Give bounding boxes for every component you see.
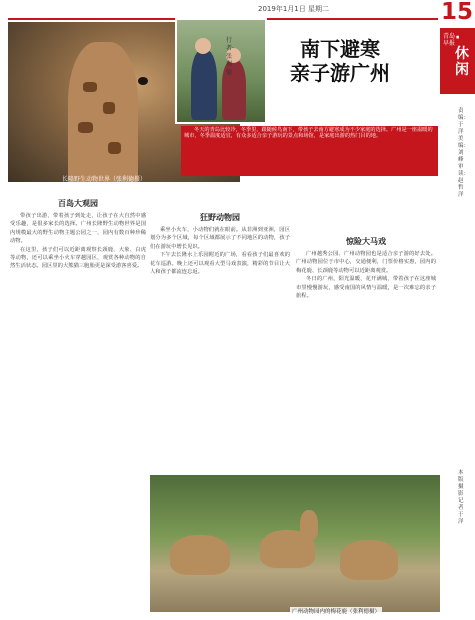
byline: 行者·张利德: [226, 37, 234, 76]
headline-line-1: 南下避寒: [300, 37, 380, 61]
article-column-3: [296, 250, 436, 470]
section-masthead: 青岛早报: [443, 33, 456, 47]
giraffe-spot: [108, 142, 121, 154]
deer-photo: [150, 475, 440, 612]
paragraph: 下午去长隆水上乐园附近的广场，看看孩子们最喜欢的花车巡游。晚上还可以观看大型马戏表演，精彩的节目让大人和孩子都流连忘返。: [150, 252, 290, 276]
giraffe-spot: [83, 82, 97, 92]
giraffe-caption: 长隆野生动物世界（张利德摄）: [62, 176, 147, 183]
person-head: [195, 38, 211, 54]
deer-figure: [170, 535, 230, 575]
giraffe-spot: [103, 102, 115, 114]
person-figure: [191, 50, 217, 120]
paragraph: 带孩子出游，带着孩子到处走，让孩子在大自然中感受乐趣，是很多家长的选择。广州长隆野生动物世界是国内规模最大的野生动物主题公园之一，园内有数百种珍稀动物。: [10, 213, 146, 245]
paragraph: 广州越秀公园、广州动物园也是适合亲子游的好去处。广州动物园位于市中心，交通便利，门票价格实惠，园内的梅花鹿、长颈鹿等动物可以近距离观赏。: [296, 251, 436, 274]
giraffe-spot: [78, 122, 93, 133]
section-heading-3: 惊险大马戏: [346, 236, 386, 246]
paragraph: 乘坐小火车，小动物们就在眼前。从非洲到亚洲，园区划分为多个区域，每个区域都展示了不同地区的动物，孩子们在游玩中增长见识。: [150, 227, 290, 250]
section-title: ·休闲: [455, 30, 469, 78]
headline-line-2: 亲子游广州: [290, 61, 390, 85]
issue-date: 2019年1月1日 星期二: [258, 5, 329, 13]
article-column-2-top: [150, 182, 290, 202]
article-column-1: [10, 212, 146, 612]
deer-figure: [340, 540, 398, 580]
giraffe-eye: [138, 77, 148, 85]
editor-credit: 责编：于洋 美编：刘峰 审读：赵哲洋: [458, 108, 470, 198]
deer-caption: 广州动物园内的梅花鹿（张利德摄）: [292, 609, 381, 615]
family-photo: [175, 18, 267, 124]
section-heading-2: 狂野动物园: [200, 212, 240, 222]
lead-paragraph: 冬天的青岛比较冷，冬季里，跟随候鸟南下，带孩子去南方避寒成为不少家庭的选择。广州是一座温暖的城市，冬季温度适宜，有众多适合亲子游玩的景点和场馆，是家庭出游的热门目的地。: [181, 126, 438, 176]
paragraph: 冬日的广州，阳光温暖，花开满城，带着孩子在这座城市里慢慢游玩，感受南国的风情与温暖，是一次难忘的亲子旅程。: [296, 276, 436, 300]
article-column-2: [150, 226, 290, 471]
paragraph: 在这里，孩子们可以近距离观察长颈鹿、大象、白虎等动物，还可以乘坐小火车穿越园区，观赏各种动物的自然生活状态。园区里的大熊猫三胞胎更是深受游客喜爱。: [10, 246, 146, 270]
headline: [265, 37, 415, 85]
deer-figure: [300, 510, 318, 540]
section-heading-1: 百岛大观园: [58, 198, 98, 208]
photo-credit: 本版摄影 记者 于洋: [458, 470, 464, 525]
page-number: 15: [441, 0, 474, 25]
